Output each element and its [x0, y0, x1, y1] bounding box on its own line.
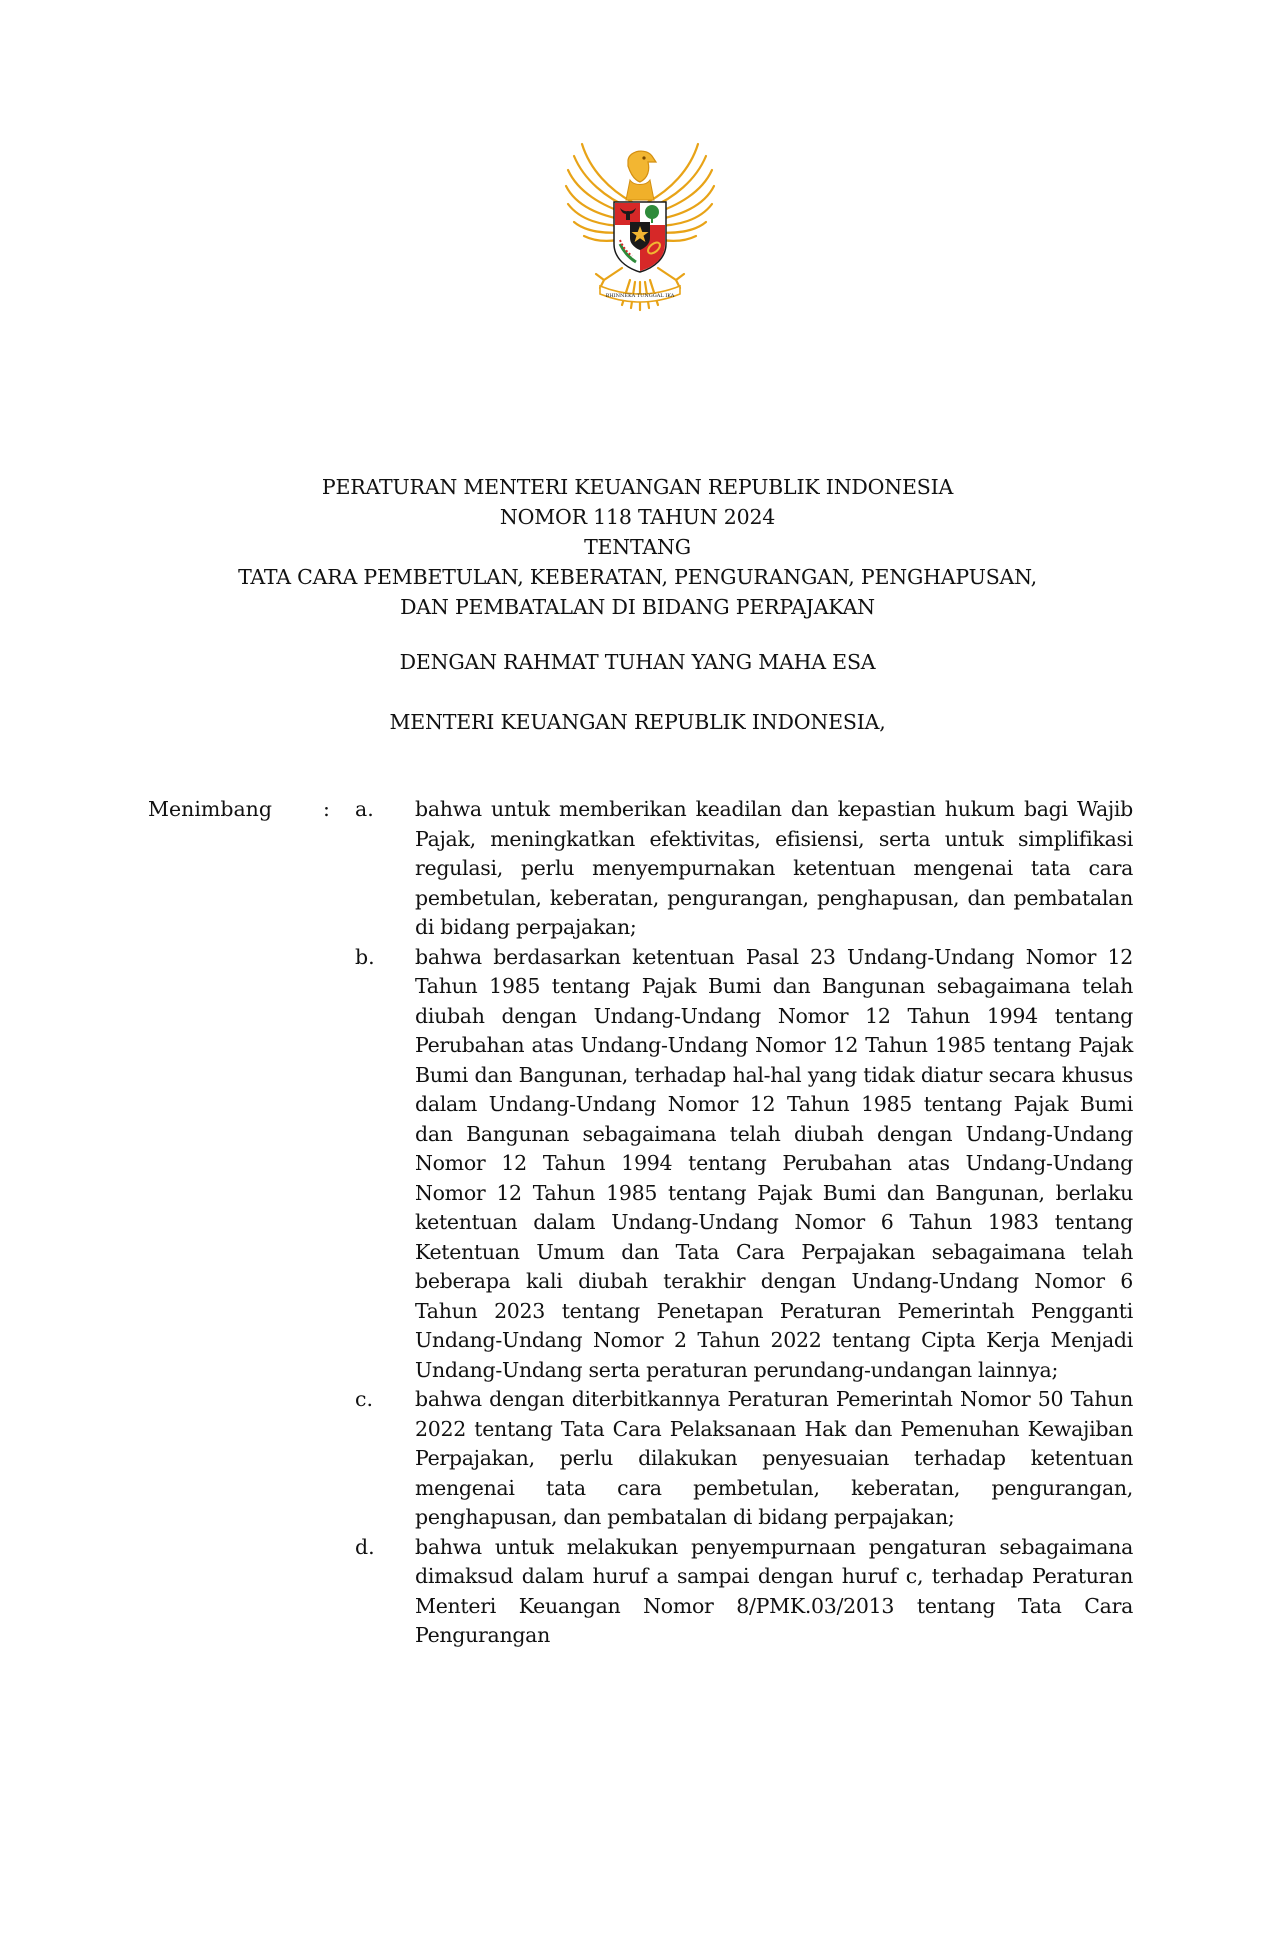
invocation: DENGAN RAHMAT TUHAN YANG MAHA ESA	[399, 650, 876, 674]
emblem-motto: BHINNEKA TUNGGAL IKA	[605, 293, 675, 299]
authority-heading: MENTERI KEUANGAN REPUBLIK INDONESIA,	[389, 710, 886, 734]
consideration-item-b	[355, 943, 1133, 1386]
title-line-subject-1: TATA CARA PEMBETULAN, KEBERATAN, PENGURANGAN, PENGHAPUSAN,	[238, 565, 1037, 589]
item-letter: c.	[355, 1387, 373, 1411]
item-text: bahwa berdasarkan ketentuan Pasal 23 Undang-Undang Nomor 12 Tahun 1985 tentang Pajak Bumi dan Bangunan sebagaimana telah diubah dengan Undang-Undang Nomor 12 Tahun 1994 tentang Perubahan atas Undang-Undang Nomor 12 Tahun 1985 tentang Pajak Bumi dan Bangunan, terhadap hal-hal yang tidak diatur secara khusus dalam Undang-Undang Nomor 12 Tahun 1985 tentang Pajak Bumi dan Bangunan sebagaimana telah diubah dengan Undang-Undang Nomor 12 Tahun 1994 tentang Perubahan atas Undang-Undang Nomor 12 Tahun 1985 tentang Pajak Bumi dan Bangunan, berlaku ketentuan dalam Undang-Undang Nomor 6 Tahun 1983 tentang Ketentuan Umum dan Tata Cara Perpajakan sebagaimana telah beberapa kali diubah terakhir dengan Undang-Undang Nomor 6 Tahun 2023 tentang Penetapan Peraturan Pemerintah Pengganti Undang-Undang Nomor 2 Tahun 2022 tentang Cipta Kerja Menjadi Undang-Undang serta peraturan perundang-undangan lainnya;	[415, 944, 1133, 1382]
item-letter: d.	[355, 1534, 375, 1559]
consideration-item-d	[355, 1533, 1133, 1651]
title-line-regulation: PERATURAN MENTERI KEUANGAN REPUBLIK INDONESIA	[321, 475, 954, 499]
considerations-section	[0, 795, 1275, 1651]
title-line-number: NOMOR 118 TAHUN 2024	[499, 505, 776, 529]
document-title	[0, 472, 1275, 622]
item-letter: b.	[355, 944, 375, 969]
item-text: bahwa untuk melakukan penyempurnaan pengaturan sebagaimana dimaksud dalam huruf a sampai dengan huruf c, terhadap Peraturan Menteri Keuangan Nomor 8/PMK.03/2013 tentang Tata Cara Pengurangan	[415, 1534, 1133, 1647]
item-letter: a.	[355, 797, 374, 821]
considerations-colon: :	[323, 797, 330, 821]
considerations-label: Menimbang	[148, 797, 272, 821]
garuda-emblem	[560, 140, 720, 315]
consideration-item-a	[355, 795, 1133, 943]
title-line-about: TENTANG	[584, 535, 691, 559]
garuda-emblem-icon	[560, 140, 720, 315]
item-text: bahwa dengan diterbitkannya Peraturan Pemerintah Nomor 50 Tahun 2022 tentang Tata Cara Pelaksanaan Hak dan Pemenuhan Kewajiban Perpajakan, perlu dilakukan penyesuaian terhadap ketentuan mengenai tata cara pembetulan, keberatan, pengurangan, penghapusan, dan pembatalan di bidang perpajakan;	[415, 1387, 1133, 1529]
consideration-item-c	[355, 1385, 1133, 1533]
item-text: bahwa untuk memberikan keadilan dan kepastian hukum bagi Wajib Pajak, meningkatkan efektivitas, efisiensi, serta untuk simplifikasi regulasi, perlu menyempurnakan ketentuan mengenai tata cara pembetulan, keberatan, pengurangan, penghapusan, dan pembatalan di bidang perpajakan;	[415, 797, 1133, 939]
title-line-subject-2: DAN PEMBATALAN DI BIDANG PERPAJAKAN	[400, 595, 875, 619]
